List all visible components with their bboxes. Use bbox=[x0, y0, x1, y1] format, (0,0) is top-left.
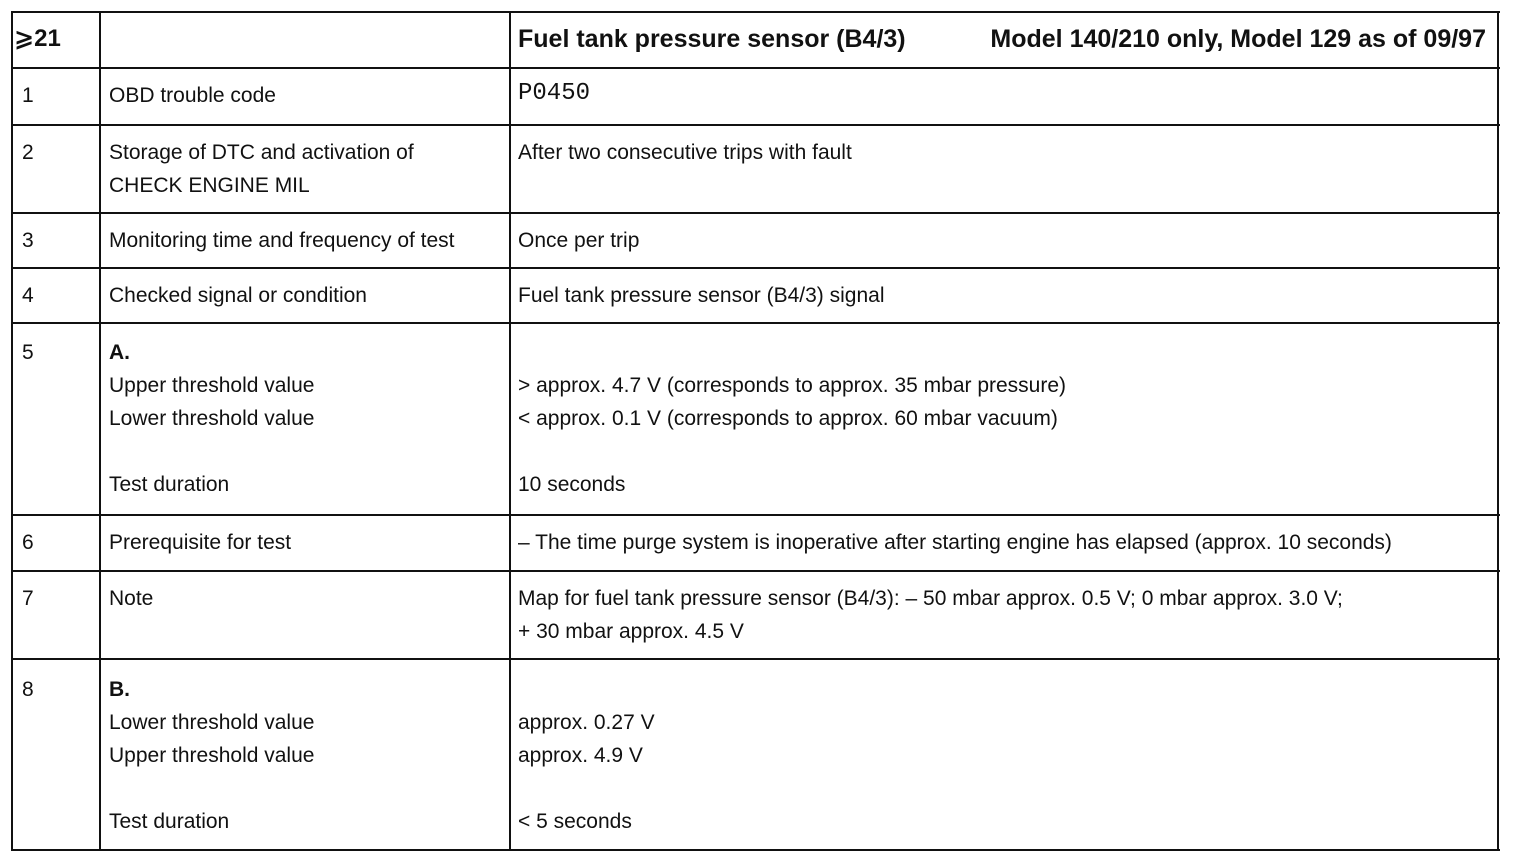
row-number: 8 bbox=[22, 678, 34, 701]
row-number: 6 bbox=[22, 531, 34, 554]
lower-threshold-label: Lower threshold value bbox=[109, 407, 315, 430]
row-label: OBD trouble code bbox=[109, 84, 276, 107]
table-border-bottom bbox=[11, 849, 1500, 851]
note-line: Map for fuel tank pressure sensor (B4/3): – 50 mbar approx. 0.5 V; 0 mbar approx. 3.0 V; bbox=[518, 587, 1343, 610]
table-border-right bbox=[1497, 11, 1499, 851]
row-value bbox=[518, 582, 1343, 648]
row-label-line: Storage of DTC and activation of bbox=[109, 141, 414, 164]
row-label: Monitoring time and frequency of test bbox=[109, 229, 455, 252]
row-divider bbox=[11, 212, 1500, 214]
row-label bbox=[109, 136, 414, 202]
row-divider bbox=[11, 267, 1500, 269]
lower-threshold-value: < approx. 0.1 V (corresponds to approx. 60 mbar vacuum) bbox=[518, 407, 1058, 430]
greater-equal-icon: ⩾ bbox=[14, 25, 35, 52]
row-number: 2 bbox=[22, 141, 34, 164]
row-value: After two consecutive trips with fault bbox=[518, 141, 852, 164]
row-value: Fuel tank pressure sensor (B4/3) signal bbox=[518, 284, 885, 307]
row-divider bbox=[11, 514, 1500, 516]
component-title: Fuel tank pressure sensor (B4/3) bbox=[518, 25, 906, 53]
row-value: – The time purge system is inoperative after starting engine has elapsed (approx. 10 seconds) bbox=[518, 531, 1392, 554]
section-heading: B. bbox=[109, 678, 130, 701]
row-divider bbox=[11, 322, 1500, 324]
row-number: 3 bbox=[22, 229, 34, 252]
row-label: Checked signal or condition bbox=[109, 284, 367, 307]
trouble-code-value: P0450 bbox=[518, 80, 591, 107]
row-label: Prerequisite for test bbox=[109, 531, 292, 554]
note-line: + 30 mbar approx. 4.5 V bbox=[518, 620, 744, 643]
test-duration-label: Test duration bbox=[109, 810, 230, 833]
row-divider bbox=[11, 67, 1500, 69]
upper-threshold-label: Upper threshold value bbox=[109, 744, 315, 767]
upper-threshold-label: Upper threshold value bbox=[109, 374, 315, 397]
test-duration-value: < 5 seconds bbox=[518, 810, 632, 833]
row-label: Note bbox=[109, 587, 154, 610]
section-index bbox=[14, 13, 61, 65]
lower-threshold-label: Lower threshold value bbox=[109, 711, 315, 734]
section-number: 21 bbox=[34, 25, 61, 52]
row-value: Once per trip bbox=[518, 229, 640, 252]
column-divider bbox=[99, 11, 101, 851]
model-note: Model 140/210 only, Model 129 as of 09/97 bbox=[990, 25, 1486, 53]
row-divider bbox=[11, 570, 1500, 572]
row-label-line: CHECK ENGINE MIL bbox=[109, 174, 310, 197]
row-number: 7 bbox=[22, 587, 34, 610]
upper-threshold-value: > approx. 4.7 V (corresponds to approx. 35 mbar pressure) bbox=[518, 374, 1067, 397]
row-value-block bbox=[518, 673, 655, 838]
row-number: 1 bbox=[22, 84, 34, 107]
row-number: 5 bbox=[22, 341, 34, 364]
row-label-block bbox=[109, 673, 314, 838]
row-divider bbox=[11, 124, 1500, 126]
row-number: 4 bbox=[22, 284, 34, 307]
row-label-block bbox=[109, 336, 314, 501]
test-duration-label: Test duration bbox=[109, 473, 230, 496]
section-heading: A. bbox=[109, 341, 130, 364]
row-divider bbox=[11, 658, 1500, 660]
column-divider bbox=[509, 11, 511, 851]
test-duration-value: 10 seconds bbox=[518, 473, 626, 496]
row-value-block bbox=[518, 336, 1066, 501]
lower-threshold-value: approx. 0.27 V bbox=[518, 711, 655, 734]
upper-threshold-value: approx. 4.9 V bbox=[518, 744, 643, 767]
